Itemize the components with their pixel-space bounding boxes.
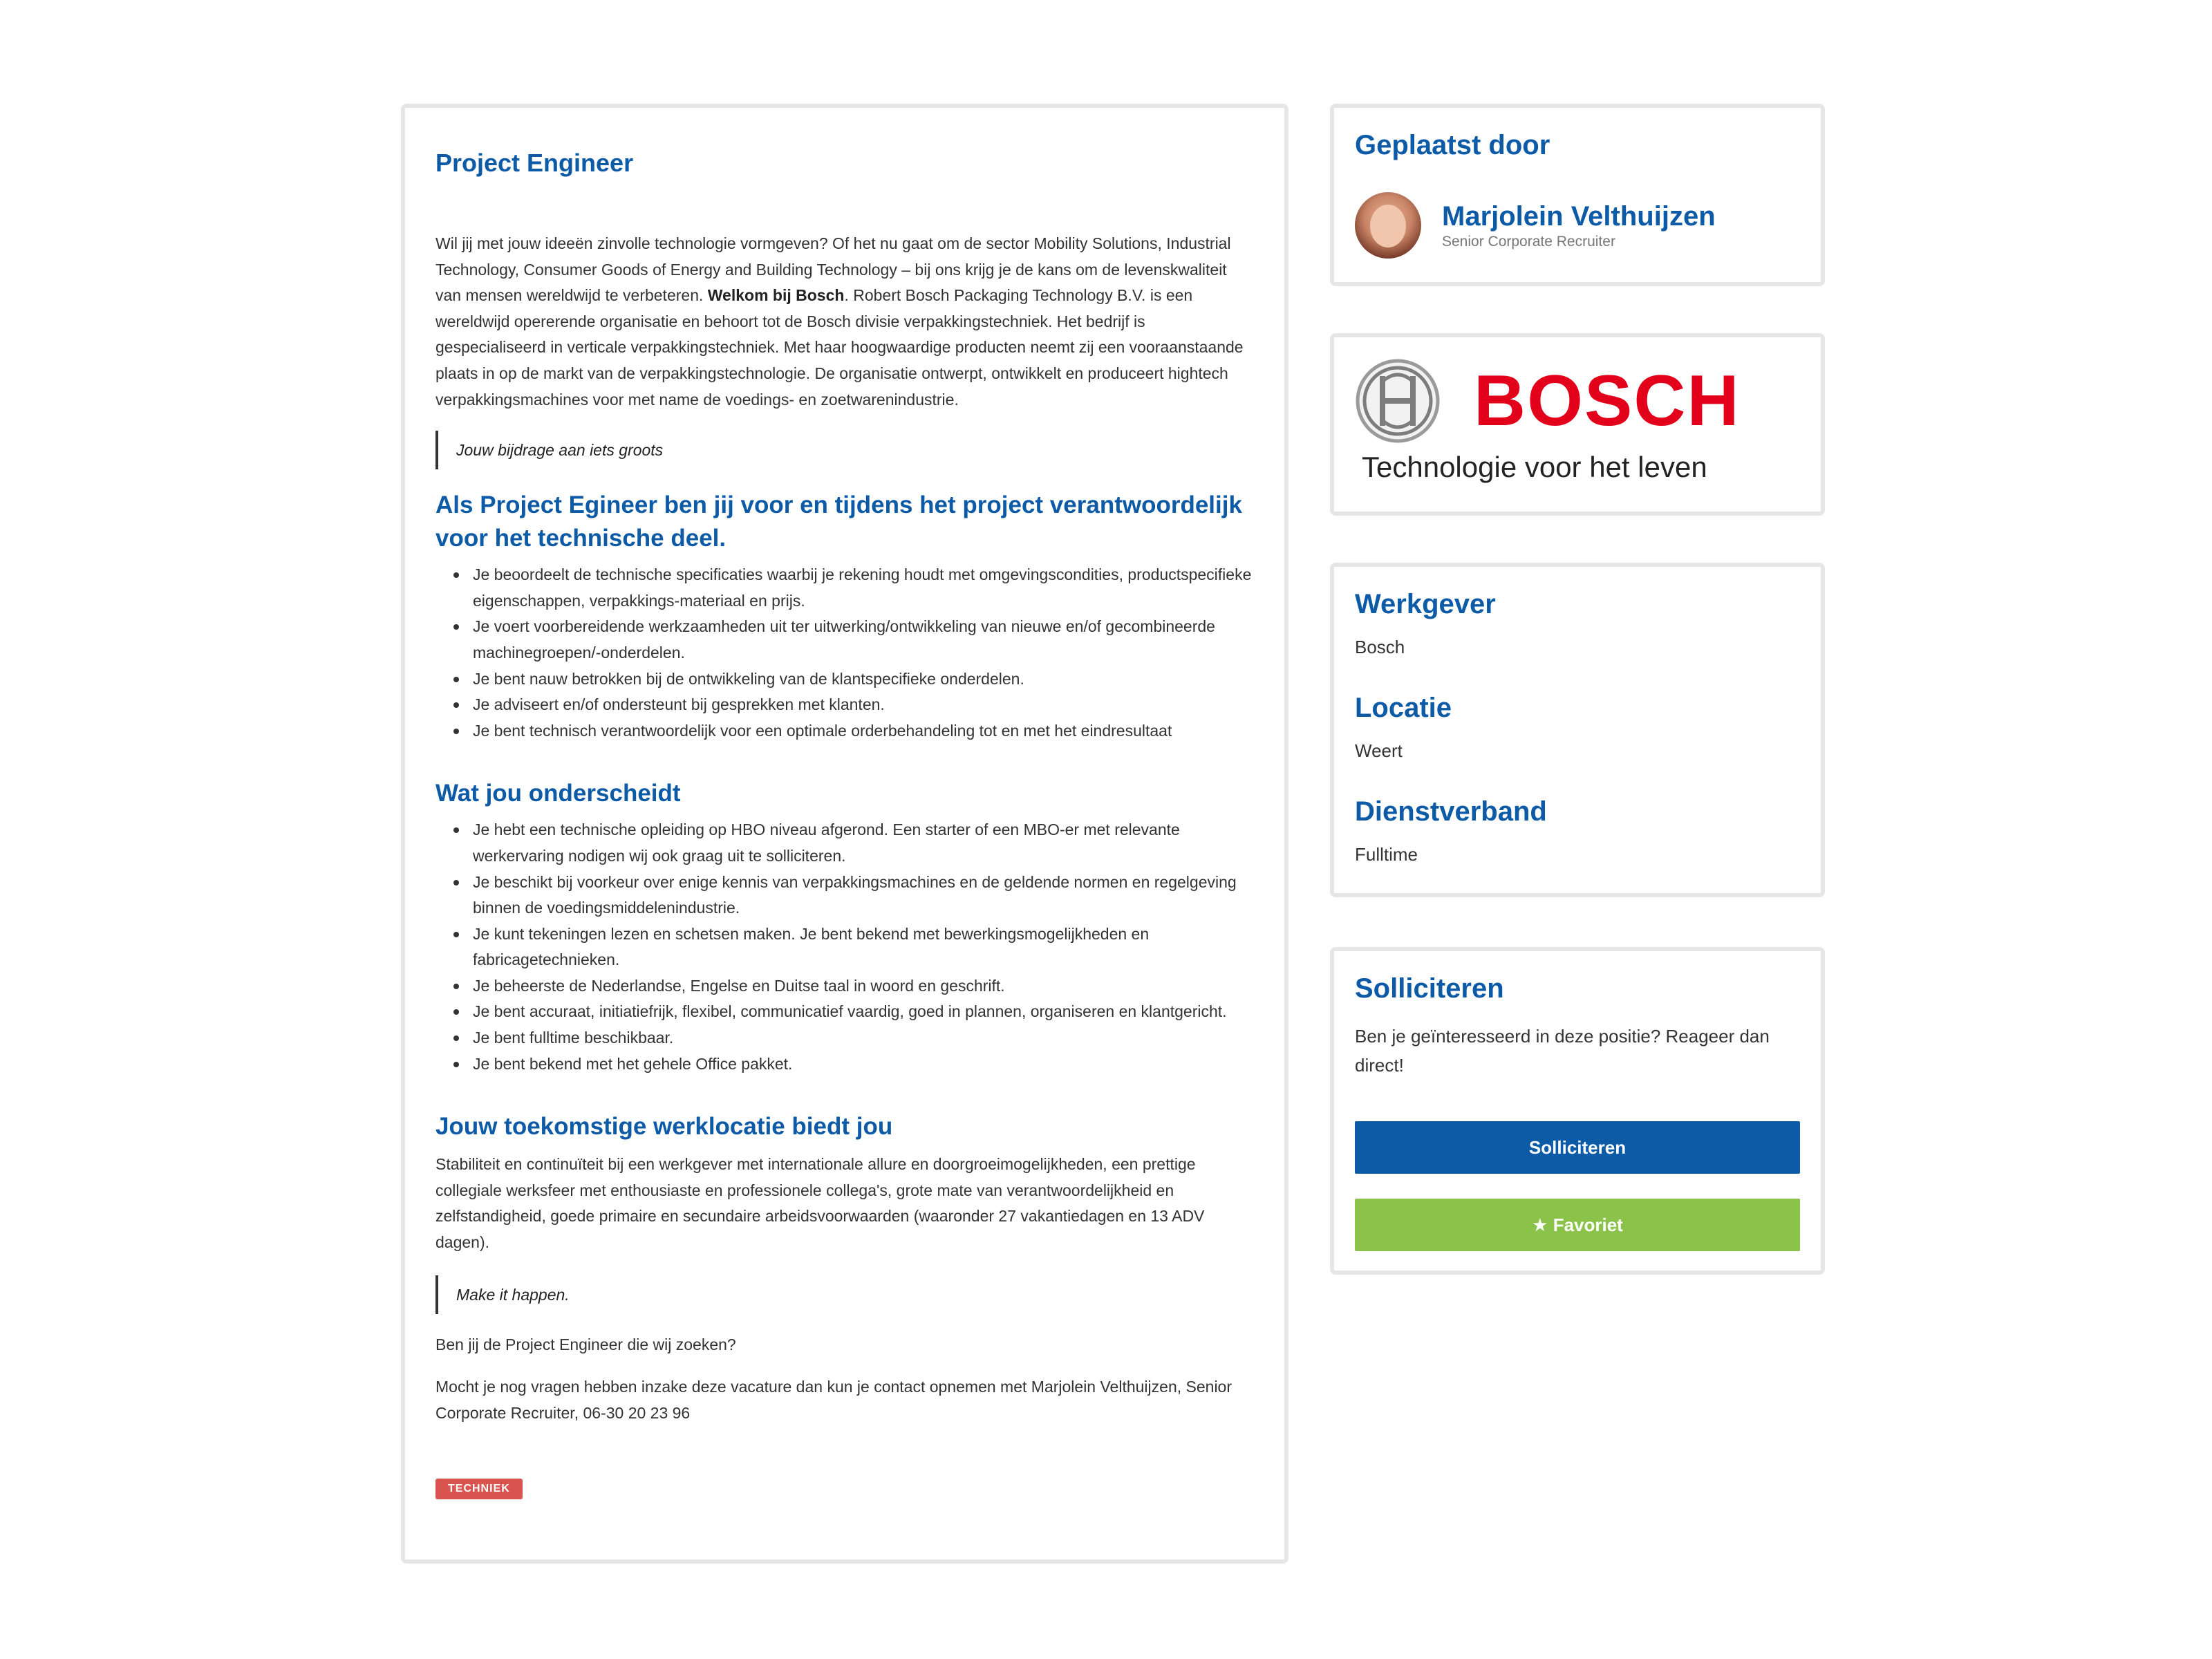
list-item: Je adviseert en/of ondersteunt bij gesprekken met klanten. (473, 692, 1254, 718)
bosch-armature-icon (1355, 358, 1441, 444)
responsibilities-list (435, 562, 1254, 744)
workplace-heading: Jouw toekomstige werklocatie biedt jou (435, 1113, 893, 1141)
company-logo (1355, 358, 1800, 444)
intro-bold: Welkom bij Bosch (707, 286, 845, 305)
list-item: Je beoordeelt de technische specificaties waarbij je rekening houdt met omgevingscondities, productspecifieke eigenschappen, verpakkings-materiaal en prijs. (473, 562, 1254, 614)
list-item: Je bent nauw betrokken bij de ontwikkeling van de klantspecifieke onderdelen. (473, 666, 1254, 693)
intro-text-2: . Robert Bosch Packaging Technology B.V. is een wereldwijd opererende organisatie en behoort tot de Bosch divisie verpakkingstechniek. Het bedrijf is gespecialiseerd in verticale verpakkingstechniek. Met haar hoogwaardige producten neemt zij een vooraanstaande plaats in op de markt van de verpakkingstechnologie. De organisatie ontwerpt, ontwikkelt en produceert hightech verpakkingsmachines voor met name de voedings- en zoetwarenindustrie. (435, 286, 1244, 409)
favorite-button[interactable] (1355, 1199, 1800, 1251)
job-intro (435, 231, 1254, 413)
posted-by-title: Geplaatst door (1355, 130, 1550, 160)
responsibilities-heading: Als Project Egineer ben jij voor en tijdens het project verantwoordelijk voor het technische deel. (435, 491, 1242, 552)
list-item: Je hebt een technische opleiding op HBO niveau afgerond. Een starter of een MBO-er met relevante werkervaring nodigen wij ook graag uit te solliciteren. (473, 817, 1254, 869)
posted-by-card (1330, 104, 1825, 286)
favorite-label: Favoriet (1553, 1214, 1623, 1235)
employer-label: Werkgever (1355, 589, 1496, 619)
apply-text: Ben je geïnteresseerd in deze positie? Reageer dan direct! (1355, 1026, 1770, 1076)
contact-text: Mocht je nog vragen hebben inzake deze vacature dan kun je contact opnemen met Marjolein Velthuijzen, Senior Corporate Recruiter, 06-30 20 23 96 (435, 1378, 1232, 1422)
requirements-heading: Wat jou onderscheidt (435, 780, 681, 807)
job-description-card (401, 104, 1288, 1564)
category-tag[interactable]: TECHNIEK (435, 1479, 523, 1499)
quote-contribution: Jouw bijdrage aan iets groots (435, 431, 1254, 469)
location-value: Weert (1355, 740, 1403, 761)
bosch-tagline: Technologie voor het leven (1362, 451, 1707, 483)
list-item: Je bent bekend met het gehele Office pakket. (473, 1051, 1254, 1078)
list-item: Je kunt tekeningen lezen en schetsen maken. Je bent bekend met bewerkingsmogelijkheden en fabricagetechnieken. (473, 921, 1254, 973)
list-item: Je bent technisch verantwoordelijk voor een optimale orderbehandeling tot en met het eindresultaat (473, 718, 1254, 744)
list-item: Je bent fulltime beschikbaar. (473, 1025, 1254, 1051)
star-icon: ★ (1532, 1214, 1548, 1235)
list-item: Je beheerste de Nederlandse, Engelse en Duitse taal in woord en geschrift. (473, 973, 1254, 1000)
requirements-list (435, 817, 1254, 1077)
company-logo-card (1330, 333, 1825, 516)
employment-type-label: Dienstverband (1355, 796, 1547, 827)
closing-question: Ben jij de Project Engineer die wij zoeken? (435, 1335, 736, 1353)
employer-value: Bosch (1355, 637, 1405, 657)
list-item: Je bent accuraat, initiatiefrijk, flexibel, communicatief vaardig, goed in plannen, organiseren en klantgericht. (473, 999, 1254, 1025)
job-title: Project Engineer (435, 149, 634, 177)
workplace-text: Stabiliteit en continuïteit bij een werkgever met internationale allure en doorgroeimogelijkheden, een prettige collegiale werksfeer met enthousiaste en professionele collega's, grote mate van verantwoordelijkheid en zelfstandigheid, goede primaire en secundaire arbeidsvoorwaarden (waaronder 27 vakantiedagen en 13 ADV dagen). (435, 1155, 1205, 1252)
avatar (1355, 192, 1421, 259)
recruiter-profile[interactable] (1355, 192, 1800, 259)
bosch-wordmark: BOSCH (1474, 361, 1741, 441)
recruiter-name[interactable]: Marjolein Velthuijzen (1442, 201, 1716, 232)
list-item: Je voert voorbereidende werkzaamheden uit ter uitwerking/ontwikkeling van nieuwe en/of gecombineerde machinegroepen/-onderdelen. (473, 614, 1254, 666)
quote-slogan: Make it happen. (435, 1275, 1254, 1314)
apply-title: Solliciteren (1355, 973, 1504, 1004)
employment-type-value: Fulltime (1355, 844, 1418, 865)
apply-card (1330, 947, 1825, 1275)
job-details-card (1330, 563, 1825, 897)
recruiter-role: Senior Corporate Recruiter (1442, 234, 1615, 250)
intro-text-1: Wil jij met jouw ideeën zinvolle technologie vormgeven? Of het nu gaat om de sector Mobility Solutions, Industrial Technology, Consumer Goods of Energy and Building Technology – bij ons krijg je de kans om de levenskwaliteit van mensen wereldwijd te verbeteren. (435, 234, 1231, 305)
location-label: Locatie (1355, 693, 1452, 723)
apply-button[interactable]: Solliciteren (1355, 1121, 1800, 1174)
list-item: Je beschikt bij voorkeur over enige kennis van verpakkingsmachines en de geldende normen en regelgeving binnen de voedingsmiddelenindustrie. (473, 870, 1254, 921)
